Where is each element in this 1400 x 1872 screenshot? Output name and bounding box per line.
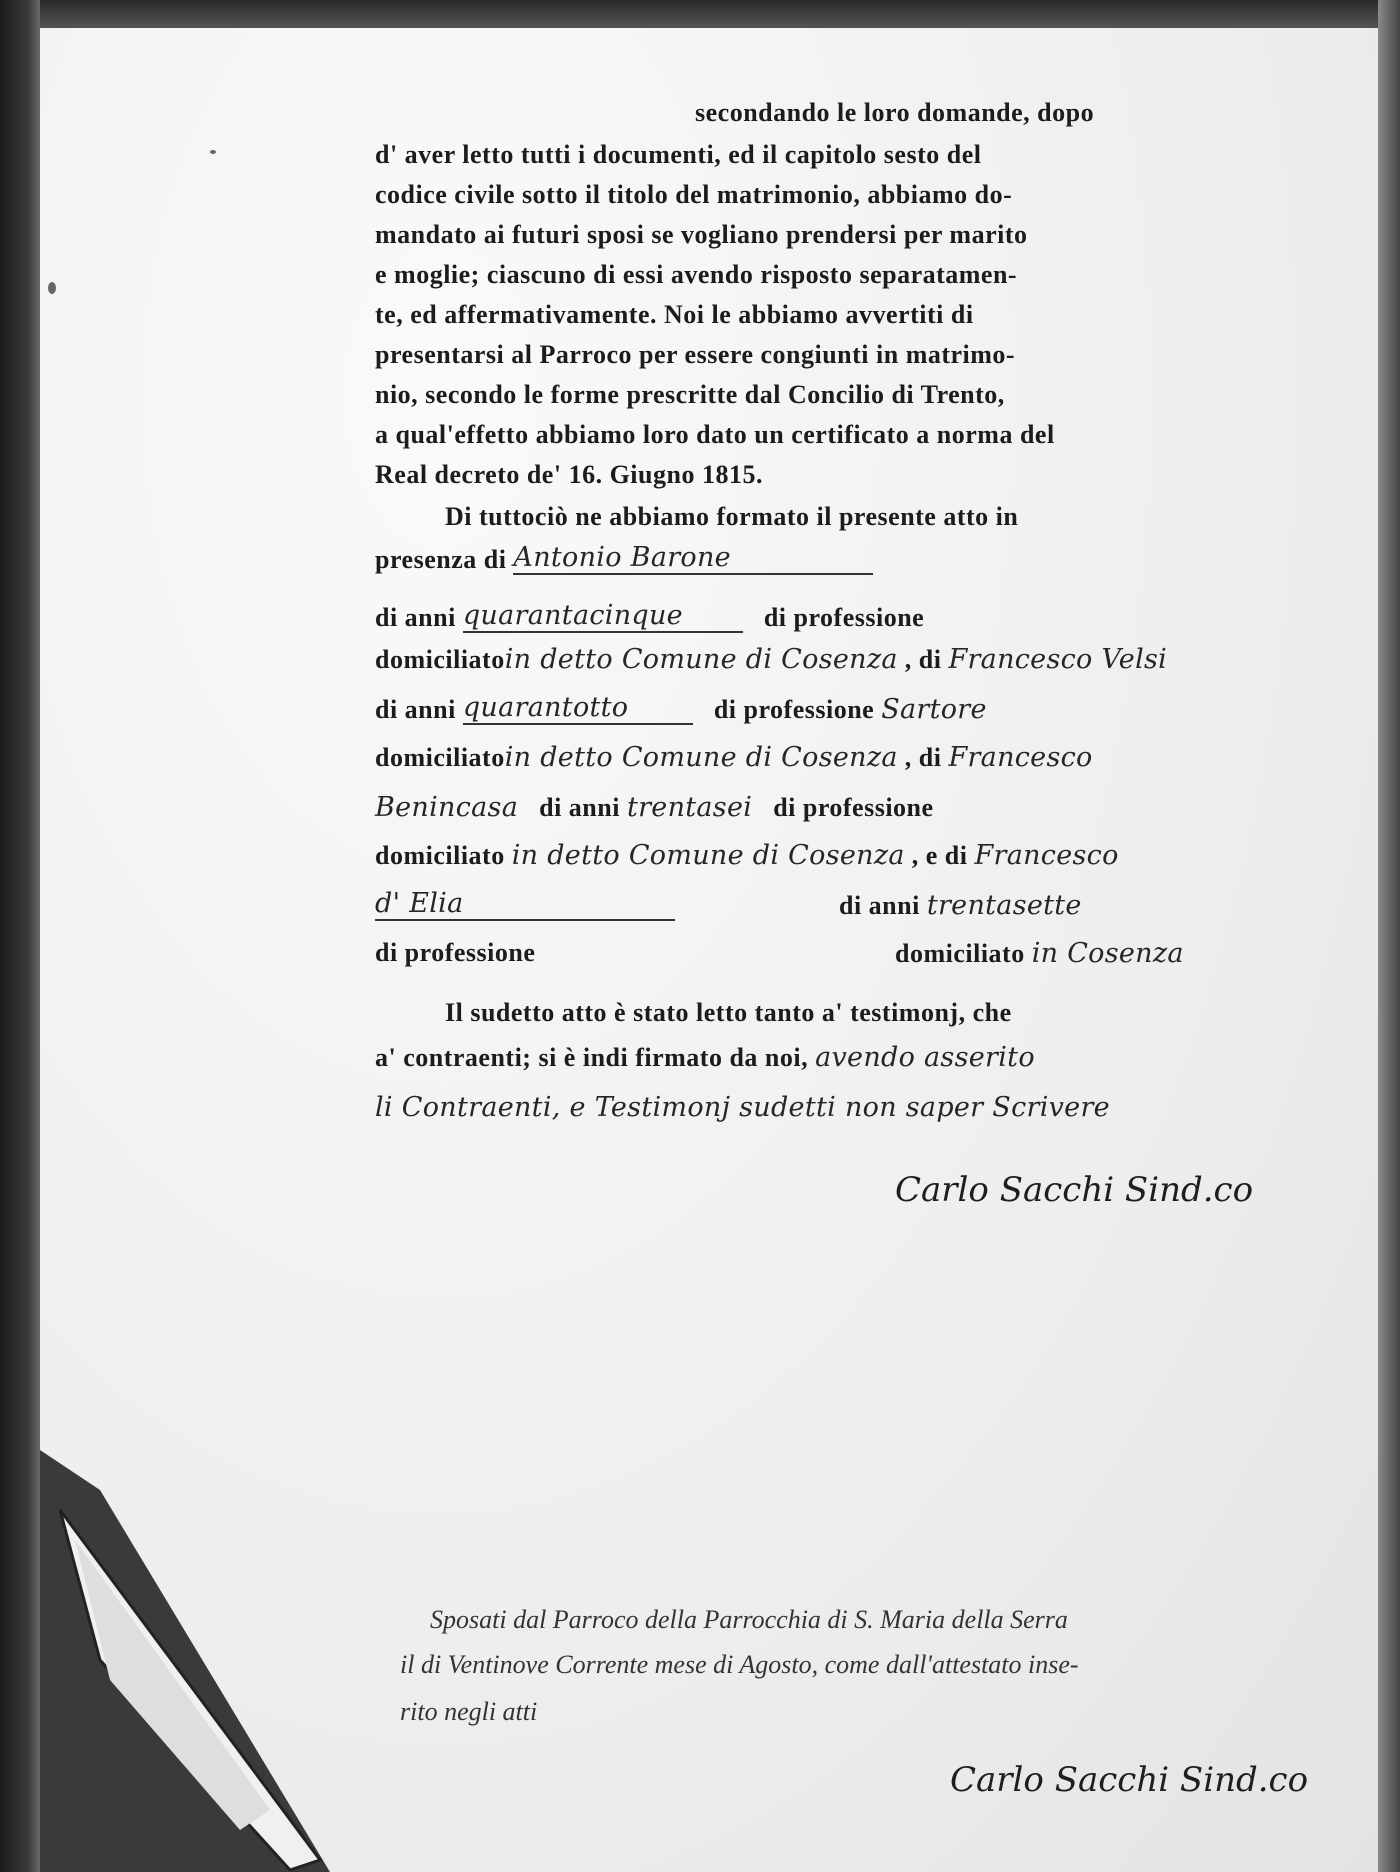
witness-1-prefix: presenza di [375, 545, 507, 574]
closing-line-2 [375, 1042, 1035, 1073]
witness-4-profession-label: di professione [375, 938, 536, 967]
witness-3-age: trentasei [626, 792, 753, 823]
printed-line: Real decreto de' 16. Giugno 1815. [375, 460, 763, 489]
scan-border-top [0, 0, 1400, 28]
scan-border-left [0, 0, 40, 1872]
witness-1-age-prefix: di anni [375, 603, 456, 632]
witness-4-age: trentasette [926, 890, 1082, 921]
witness-2-age-prefix: di anni [375, 695, 456, 724]
witness-2-prefix: , di [904, 645, 942, 674]
printed-line: te, ed affermativamente. Noi le abbiamo avvertiti di [375, 300, 974, 329]
witness-2-name: Francesco Velsi [948, 644, 1168, 675]
witness-1-domicile: in detto Comune di Cosenza [504, 644, 898, 675]
witness-1-age: quarantacinque [463, 600, 743, 633]
witness-3-domicile-prefix: domiciliato [375, 841, 505, 870]
witness-3-domicile-line [375, 840, 1119, 871]
marriage-annotation-line-2: il di Ventinove Corrente mese di Agosto, come dall'attestato inse- [400, 1650, 1079, 1679]
printed-line: Di tuttociò ne abbiamo formato il presente atto in [445, 502, 1019, 531]
closing-handwritten-2: li Contraenti, e Testimonj sudetti non saper Scrivere [375, 1092, 1110, 1123]
witness-3-prefix: , di [904, 743, 942, 772]
witness-4-domicile-prefix: domiciliato [895, 939, 1025, 968]
witness-4-age-prefix: di anni [839, 891, 920, 920]
printed-line: e moglie; ciascuno di essi avendo risposto separatamen- [375, 260, 1018, 289]
witness-3-name-first: Francesco [948, 742, 1093, 773]
printed-line: codice civile sotto il titolo del matrimonio, abbiamo do- [375, 180, 1013, 209]
witness-3-age-prefix: di anni [539, 793, 620, 822]
witness-2-domicile-line [375, 742, 1093, 773]
printed-line: mandato ai futuri sposi se vogliano prendersi per marito [375, 220, 1028, 249]
witness-2-domicile: in detto Comune di Cosenza [504, 742, 898, 773]
witness-1-name: Antonio Barone [513, 542, 873, 575]
witness-3-age-line [375, 792, 934, 823]
witness-4-profession-line [375, 938, 535, 968]
folded-corner [40, 1450, 350, 1872]
annotation-signature: Carlo Sacchi Sind.co [950, 1760, 1309, 1800]
witness-4-domicile: in Cosenza [1031, 938, 1184, 969]
witness-1-domicile-line [375, 644, 1167, 675]
witness-3-profession-label: di professione [773, 793, 934, 822]
witness-2-age-line [375, 692, 987, 725]
printed-line: nio, secondo le forme prescritte dal Concilio di Trento, [375, 380, 1005, 409]
witness-4-domicile-line [895, 938, 1184, 969]
witness-4-name-first: Francesco [974, 840, 1119, 871]
witness-1-profession-label: di professione [763, 603, 925, 632]
witness-4-age-line [375, 888, 1082, 921]
mayor-signature: Carlo Sacchi Sind.co [895, 1170, 1254, 1210]
ink-speck [48, 282, 56, 294]
witness-2-domicile-prefix: domiciliato [375, 743, 505, 772]
marriage-annotation-line-1: Sposati dal Parroco della Parrocchia di S. Maria della Serra [430, 1605, 1068, 1634]
witness-2-profession-label: di professione [713, 695, 875, 724]
printed-line: secondando le loro domande, dopo [695, 98, 1095, 127]
witness-4-prefix: , e di [911, 841, 968, 870]
closing-handwritten-1: avendo asserito [815, 1042, 1035, 1073]
witness-1-line [375, 542, 873, 575]
printed-line: d' aver letto tutti i documenti, ed il capitolo sesto del [375, 140, 982, 169]
printed-line: presentarsi al Parroco per essere congiunti in matrimo- [375, 340, 1016, 369]
witness-2-profession: Sartore [881, 694, 987, 725]
witness-3-domicile: in detto Comune di Cosenza [511, 840, 905, 871]
printed-line: a qual'effetto abbiamo loro dato un certificato a norma del [375, 420, 1055, 449]
witness-1-age-line [375, 600, 924, 633]
witness-4-name-last: d' Elia [375, 888, 675, 921]
witness-1-domicile-prefix: domiciliato [375, 645, 505, 674]
closing-line-1: Il sudetto atto è stato letto tanto a' testimonj, che [445, 998, 1012, 1027]
ink-speck [210, 150, 216, 154]
witness-3-name-last: Benincasa [375, 792, 519, 823]
witness-2-age: quarantotto [463, 692, 693, 725]
marriage-annotation-line-3: rito negli atti [400, 1697, 538, 1726]
scan-border-right [1378, 0, 1400, 1872]
closing-printed-2: a' contraenti; si è indi firmato da noi, [375, 1043, 809, 1072]
